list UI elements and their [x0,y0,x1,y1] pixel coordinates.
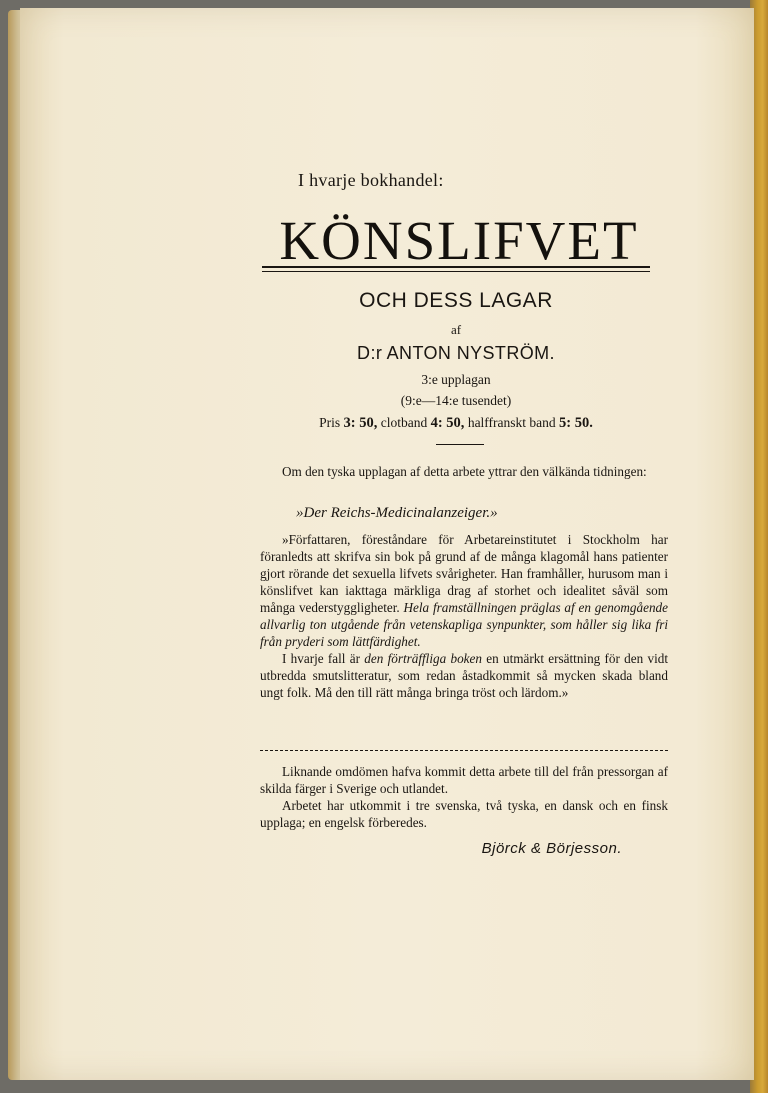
short-divider [436,444,484,445]
dashed-divider [260,750,668,751]
thousand-line: (9:e—14:e tusendet) [400,393,512,408]
price-value: 3: 50, [343,415,378,431]
halffranskt-label: halffranskt band [467,415,556,430]
clotband-label: clotband [380,415,428,430]
price-label: Pris [319,415,341,430]
book-title: KÖNSLIFVET [279,210,639,271]
title-double-rule [262,266,650,272]
review-intro [260,463,668,480]
book-page [20,8,754,1080]
edition-line: 3:e upplagan [421,372,491,387]
closing-paragraph-1: Liknande omdömen hafva kommit detta arbete till del från pressorgan af skilda färger i Sverige och utlandet. [260,764,668,796]
quote-p2-italic: den förträffliga boken [364,651,482,666]
closing-paragraph-2: Arbetet har utkommit i tre svenska, två tyska, en dansk och en finsk upplaga; en engelsk förberedes. [260,798,668,830]
closing-text [260,763,668,831]
intro-line: I hvarje bokhandel: [298,170,444,190]
review-source: »Der Reichs-Medicinalanzeiger.» [296,505,498,521]
publisher-signature: Björck & Börjesson. [481,840,622,857]
quote-paragraph-1 [260,531,668,650]
review-intro-text: Om den tyska upplagan af detta arbete yttrar den välkända tidningen: [282,464,647,479]
by-word: af [450,322,462,337]
quote-p1-text: »Författaren, föreståndare för Arbetareinstitutet i Stockholm har föranledts att skrifva sin bok på grund af de många klagomål hans patienter gjort rörande det sexuella lifvets svårigheter. Han framhåller, hurusom man i könslifvet kan iakttaga märkliga drag af storhet och idealitet såväl som många vederstyggligheter. [260,532,668,615]
book-subtitle: OCH DESS LAGAR [359,289,553,312]
author-name: D:r ANTON NYSTRÖM. [357,343,555,363]
halffranskt-value: 5: 50. [559,415,593,431]
quote-p1-italic: Hela framställningen präglas af en genomgående allvarlig ton utgående från vetenskapliga synpunkter, som håller sig lika fri från pryderi som lättfärdighet. [260,600,669,649]
price-line [262,415,650,432]
clotband-value: 4: 50, [430,415,465,431]
review-quote [260,531,668,701]
quote-p2-text-b: en utmärkt ersättning för den vidt utbredda smutslitteratur, som redan åstadkommit så mycken skada bland ungt folk. Må den till rätt många bringa tröst och lärdom.» [260,651,669,700]
quote-paragraph-2 [260,650,668,701]
quote-p2-text-a: I hvarje fall är [282,651,360,666]
